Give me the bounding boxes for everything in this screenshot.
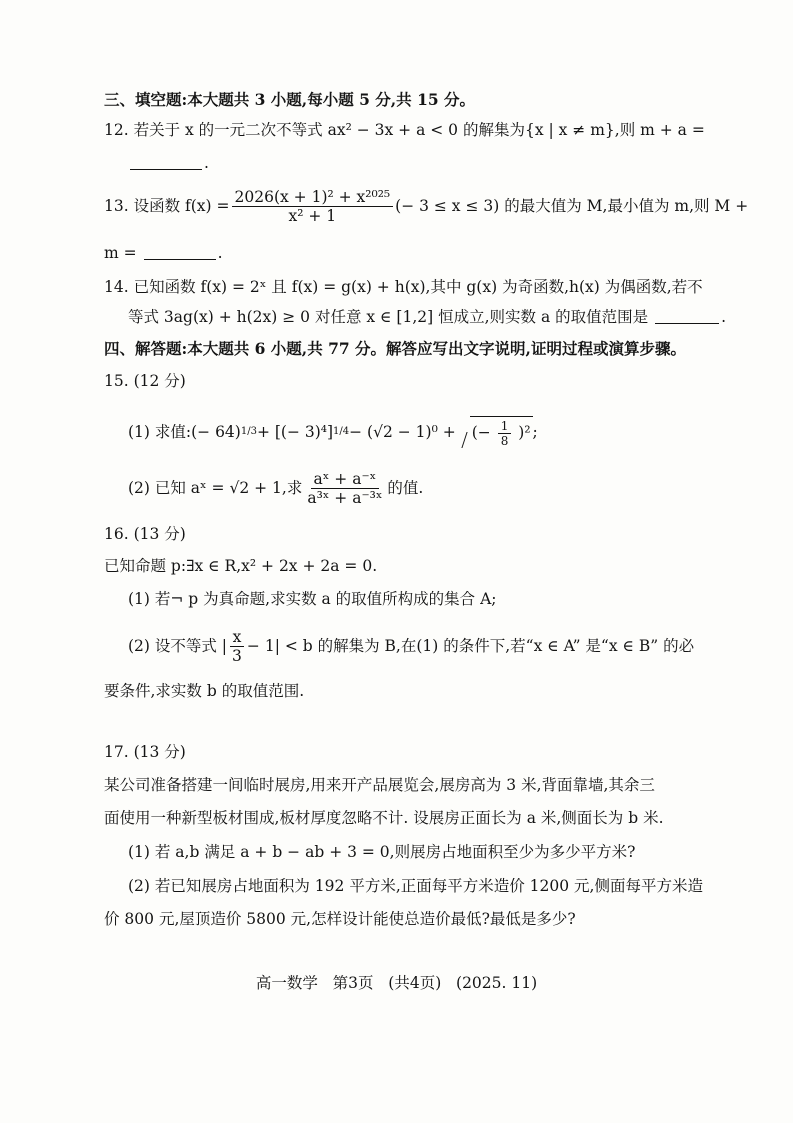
section-4-header: 四、解答题:本大题共 6 小题,共 77 分。解答应写出文字说明,证明过程或演算步骤。 [104,339,686,358]
question-16-premise: 已知命题 p:∃x ∈ R,x² + 2x + 2a = 0. [104,557,378,575]
question-14-line-2: 等式 3ag(x) + h(2x) ≥ 0 对任意 x ∈ [1,2] 恒成立,则实数 a 的取值范围是 . [128,308,727,326]
question-17-title: 17. (13 分) [104,743,186,761]
question-16-title: 16. (13 分) [104,525,186,543]
question-12-line-2: . [128,153,209,173]
question-16-part-2: (2) 设不等式 | x 3 − 1| < b 的解集为 B,在(1) 的条件下,若“x ∈ A” 是“x ∈ B” 的必 [128,627,695,665]
question-16-part-2-cont: 要条件,求实数 b 的取值范围. [104,682,305,700]
question-13-line-1: 13. 设函数 f(x) = $\frac{\text{2026(x + 1)² + x²⁰²⁵}}{\text{x² + 1}}$ (− 3 ≤ x ≤ 3) 的最大值为 M,最小值为 m,则 M + [104,187,749,225]
q16-fraction: x 3 [229,628,245,665]
question-17-line-1: 某公司准备搭建一间临时展房,用来开产品展览会,展房高为 3 米,背面靠墙,其余三 [104,776,655,794]
question-12-line-1: 12. 若关于 x 的一元二次不等式 ax² − 3x + a < 0 的解集为{x | x ≠ m},则 m + a = [104,121,705,139]
question-17-part-2: (2) 若已知展房占地面积为 192 平方米,正面每平方米造价 1200 元,侧面每平方米造 [128,877,703,895]
question-15-part-2: (2) 已知 aˣ = √2 + 1,求 aˣ + a⁻ˣ a³ˣ + a⁻³ˣ 的值. [128,469,424,507]
question-17-line-2: 面使用一种新型板材围成,板材厚度忽略不计. 设展房正面长为 a 米,侧面长为 b 米. [104,809,664,827]
q15-fraction: aˣ + a⁻ˣ a³ˣ + a⁻³ˣ [307,469,383,507]
answer-blank-14[interactable] [655,309,719,324]
section-3-header: 三、填空题:本大题共 3 小题,每小题 5 分,共 15 分。 [104,90,476,109]
question-16-part-1: (1) 若¬ p 为真命题,求实数 a 的取值所构成的集合 A; [128,590,497,608]
question-15-title: 15. (12 分) [104,372,186,390]
question-13-line-2: m = . [104,244,223,262]
page-footer: 高一数学 第3页 (共4页) (2025. 11) [255,974,538,992]
answer-blank-12[interactable] [130,155,202,170]
answer-blank-13[interactable] [144,245,216,260]
q13-fraction: $\frac{\text{2026(x + 1)² + x²⁰²⁵}}{\text{x² + 1}}$ [232,188,394,225]
question-14-line-1: 14. 已知函数 f(x) = 2ˣ 且 f(x) = g(x) + h(x),其中 g(x) 为奇函数,h(x) 为偶函数,若不 [104,278,703,296]
question-15-part-1: (1) 求值:(− 64) 1/3 + [(− 3)⁴] 1/4 − (√2 − 1)⁰ + (− $\frac{1}{8}$ )² ; [128,410,538,454]
question-17-part-1: (1) 若 a,b 满足 a + b − ab + 3 = 0,则展房占地面积至少为多少平方米? [128,843,636,861]
square-root: (− $\frac{1}{8}$ )² [458,416,533,448]
question-17-part-2-cont: 价 800 元,屋顶造价 5800 元,怎样设计能使总造价最低?最低是多少? [104,910,576,928]
q15-inner-fraction: $\frac{1}{8}$ [498,419,512,448]
